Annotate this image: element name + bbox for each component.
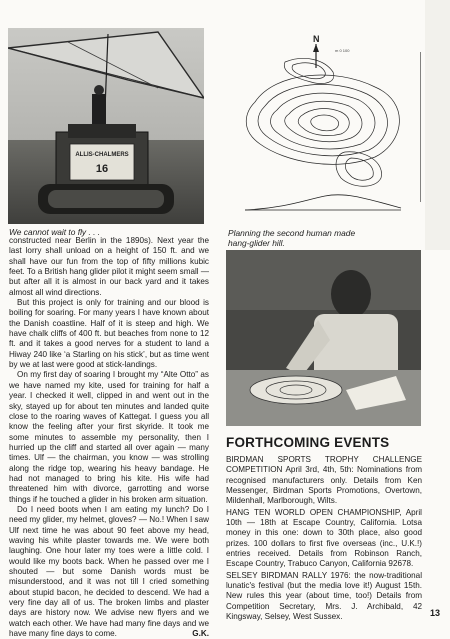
events-list bbox=[226, 455, 422, 624]
model-hill-illustration bbox=[226, 250, 421, 426]
bulldozer-glider-photo bbox=[8, 28, 204, 224]
events-heading: FORTHCOMING EVENTS bbox=[226, 435, 390, 450]
left-photo-caption: We cannot wait to fly . . . bbox=[9, 227, 101, 237]
article-paragraph: On my first day of soaring I brought my “Alte Otto” as we have named my kite, used for training for half a year. I checked it well, clipped in and went out in the sky, stayed up for about ten minutes and landed quite close to the roaring waves of Kattegat. I guess you all know the feeling after your first skyride. It took me some minutes to assemble my personality, then I hurried up the cliff and started all over again — many times. Ulf — the chairman, you know — was strolling along the ridge top, wearing his heavy bandage. He had not managed to bring his kite. His wife had threatened him with divorce, garrotting and worse things if he touched a glider in his broken arm situation. bbox=[9, 370, 209, 504]
scale-label: m 0 100 bbox=[335, 48, 350, 53]
north-label: N bbox=[313, 34, 320, 44]
article-paragraph: constructed near Berlin in the 1890s). Next year the last lorry shall unload on a height of 150 ft. and we shall have our fun from the top of fifty millions kubic feet. To a British hang glider pilot it might seem small — but after all it is almost in our back yard and it takes almost all wind directions. bbox=[9, 236, 209, 297]
map-caption-line1: Planning the second human made bbox=[228, 228, 356, 238]
page-edge-strip bbox=[425, 0, 450, 250]
article-paragraph bbox=[9, 505, 209, 639]
article-paragraph-text: Do I need boots when I am eating my lunch? Do I need my glider, my helmet, gloves? — No.! When I saw Ulf next time he was about 90 feet above my head, waving his white plaster towards me. We were both laughing. One hour later my toes were a little cold. I would like my boots back. When he passed over me I shouted — but some Danish words must be misunderstood, and it was not till I cried something about stupid bacon, he decided to descend. We had a very fine day all of us. The broken limbs and plaster days are history now. We advise new flyers and we watch each other. We have had many fine days and we have many fine days to come. bbox=[9, 504, 209, 639]
machine-number: 16 bbox=[95, 163, 109, 175]
article-paragraph: But this project is only for training and our blood is boiling for soaring. For many years I have known about the Danish coastline. Half of it is steep and high. We have chalk cliffs of 400 ft. but beaches from none to 12 ft. and it takes a good nerves for a student to land a Hiway 240 like ‘a Starling on his stick’, but as time went by we at last were good at stick-landings. bbox=[9, 298, 209, 370]
page-number: 13 bbox=[430, 608, 441, 618]
event-item: HANG TEN WORLD OPEN CHAMPIONSHIP, April 10th — 18th at Escape Country, California. Lotsa money in this one: down to 30th place, also good prizes. 100 dollars to first five overseas (inc., U.K.!) entries received. Details from Robinson Ranch, Escape Country, Trabuco Canyon, California 92678. bbox=[226, 507, 422, 569]
map-caption-line2: hang-glider hill. bbox=[228, 238, 285, 248]
article-body bbox=[9, 236, 209, 639]
bulldozer-glider-illustration bbox=[8, 28, 204, 224]
event-item: SELSEY BIRDMAN RALLY 1976: the now-traditional lunatic's festival (but the media love it!) August 15th. New rules this year (about time, too!) Details from Competition Secretary, Mrs. J. Archibald, 42 Kingsway, Selsey, West Sussex. bbox=[226, 570, 422, 622]
author-signoff: G.K. bbox=[192, 629, 209, 639]
event-item: BIRDMAN SPORTS TROPHY CHALLENGE COMPETITION April 3rd, 4th, 5th: Nominations from recognised manufacturers only. Details from Ken Messenger, Birdman Sports Promotions, Overtown, Mildenhall, Marlborough, Wilts. bbox=[226, 455, 422, 506]
machine-plate: ALLIS-CHALMERS bbox=[75, 152, 129, 158]
hill-contour-map bbox=[225, 32, 421, 227]
contour-map-svg bbox=[225, 32, 421, 227]
model-hill-photo bbox=[226, 250, 421, 426]
